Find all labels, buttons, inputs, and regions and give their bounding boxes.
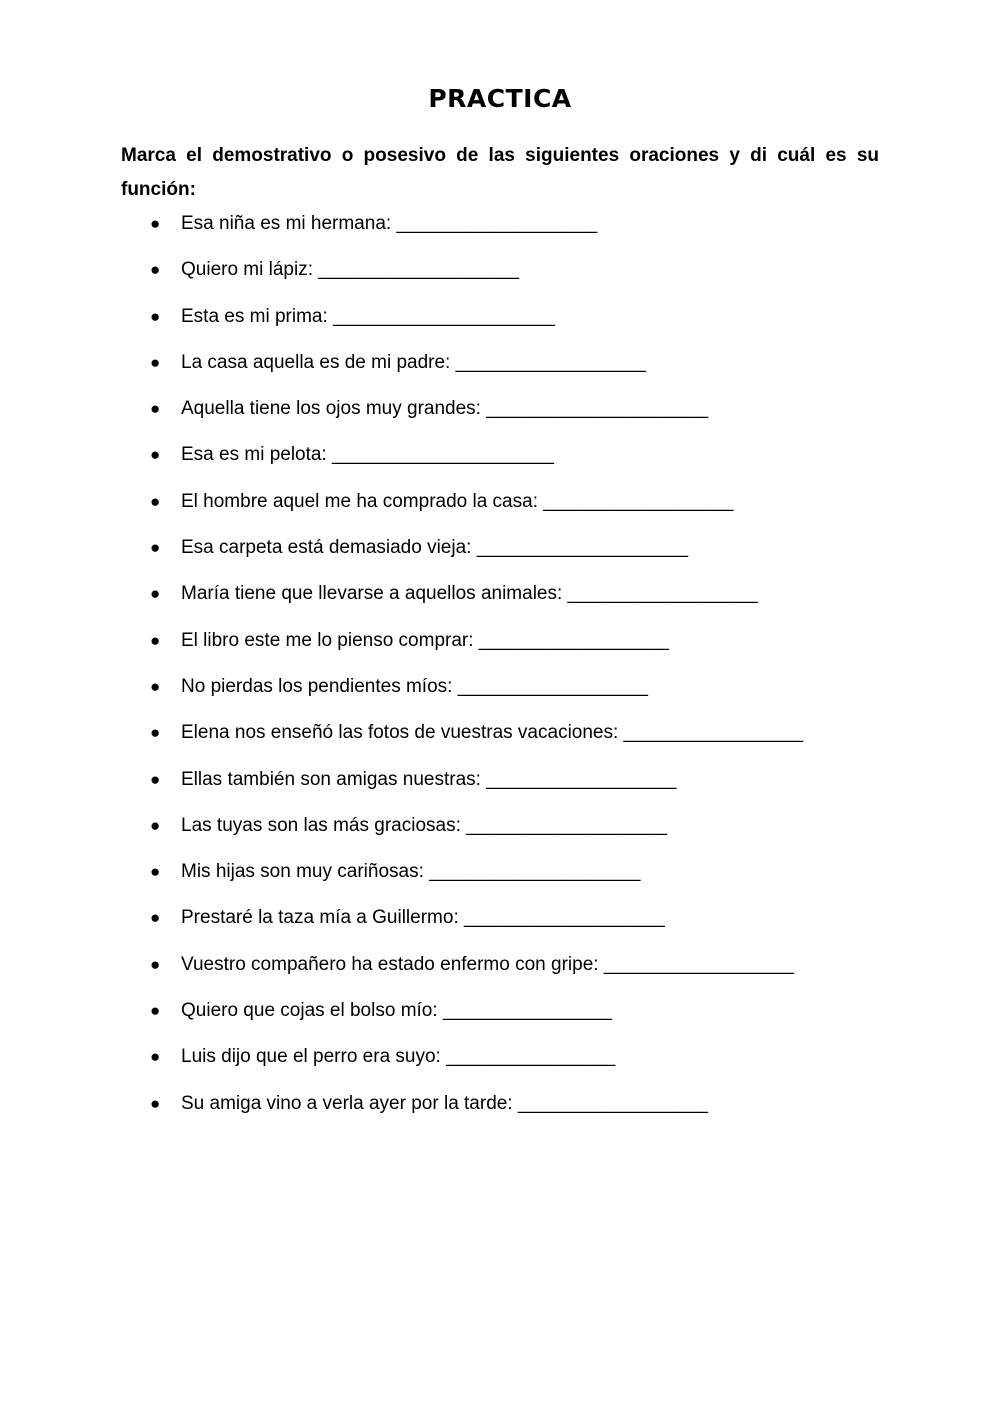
exercise-item <box>0 485 1000 531</box>
bullet-icon: ● <box>150 214 161 233</box>
exercise-item <box>0 809 1000 855</box>
exercise-sentence: Prestaré la taza mía a Guillermo: ___________________ <box>181 907 665 929</box>
exercise-sentence: Quiero mi lápiz: ___________________ <box>181 259 520 281</box>
bullet-icon: ● <box>150 769 161 789</box>
exercise-sentence: El hombre aquel me ha comprado la casa: __________________ <box>181 490 734 512</box>
bullet-icon: ● <box>150 908 161 928</box>
exercise-sentence: Quiero que cojas el bolso mío: ________________ <box>181 1000 612 1022</box>
bullet-icon: ● <box>150 1001 161 1021</box>
exercise-sentence: La casa aquella es de mi padre: __________________ <box>181 351 646 373</box>
exercise-item <box>0 253 1000 299</box>
bullet-icon: ● <box>150 815 161 835</box>
bullet-icon: ● <box>150 1047 161 1067</box>
exercise-item <box>0 901 1000 947</box>
exercise-item <box>0 716 1000 762</box>
exercise-sentence: Esa es mi pelota: _____________________ <box>181 444 554 466</box>
exercise-item <box>0 948 1000 994</box>
exercise-sentence: Esa niña es mi hermana: ___________________ <box>181 213 598 234</box>
page-title: PRACTICA <box>428 84 572 113</box>
bullet-icon: ● <box>150 1093 161 1113</box>
exercise-sentence: Las tuyas son las más graciosas: ___________________ <box>181 814 667 836</box>
exercise-sentence: Su amiga vino a verla ayer por la tarde: __________________ <box>181 1092 709 1114</box>
exercise-item <box>0 670 1000 716</box>
exercise-item <box>0 531 1000 577</box>
exercise-item <box>0 1040 1000 1086</box>
exercise-item <box>0 577 1000 623</box>
exercise-sentence: Ellas también son amigas nuestras: __________________ <box>181 768 677 790</box>
exercise-sentence: Aquella tiene los ojos muy grandes: _____________________ <box>181 398 709 420</box>
bullet-icon: ● <box>150 862 161 882</box>
exercise-sentence: Vuestro compañero ha estado enfermo con gripe: __________________ <box>181 953 795 975</box>
exercise-item <box>0 624 1000 670</box>
bullet-icon: ● <box>150 491 161 511</box>
bullet-icon: ● <box>150 538 161 558</box>
instruction-text: Marca el demostrativo o posesivo de las siguientes oraciones y di cuál es su función: <box>121 145 879 200</box>
bullet-icon: ● <box>150 260 161 280</box>
bullet-icon: ● <box>150 723 161 743</box>
bullet-icon: ● <box>150 399 161 419</box>
exercise-item <box>0 994 1000 1040</box>
exercise-item <box>0 207 1000 253</box>
exercise-sentence: Mis hijas son muy cariñosas: ____________________ <box>181 861 641 883</box>
exercise-item <box>0 300 1000 346</box>
bullet-icon: ● <box>150 630 161 650</box>
bullet-icon: ● <box>150 445 161 465</box>
bullet-icon: ● <box>150 584 161 604</box>
exercise-sentence: Esa carpeta está demasiado vieja: ____________________ <box>181 537 689 559</box>
exercise-list <box>0 207 1000 1133</box>
exercise-item <box>0 438 1000 484</box>
exercise-item <box>0 1087 1000 1133</box>
exercise-item <box>0 855 1000 901</box>
bullet-icon: ● <box>150 954 161 974</box>
exercise-item <box>0 392 1000 438</box>
bullet-icon: ● <box>150 676 161 696</box>
exercise-sentence: María tiene que llevarse a aquellos animales: __________________ <box>181 583 758 605</box>
bullet-icon: ● <box>150 306 161 326</box>
exercise-sentence: El libro este me lo pienso comprar: __________________ <box>181 629 669 651</box>
exercise-sentence: Luis dijo que el perro era suyo: ________________ <box>181 1046 616 1068</box>
exercise-item <box>0 346 1000 392</box>
exercise-item <box>0 763 1000 809</box>
exercise-sentence: Esta es mi prima: _____________________ <box>181 305 555 327</box>
exercise-sentence: Elena nos enseñó las fotos de vuestras vacaciones: _________________ <box>181 722 804 744</box>
bullet-icon: ● <box>150 352 161 372</box>
exercise-sentence: No pierdas los pendientes míos: __________________ <box>181 675 648 697</box>
